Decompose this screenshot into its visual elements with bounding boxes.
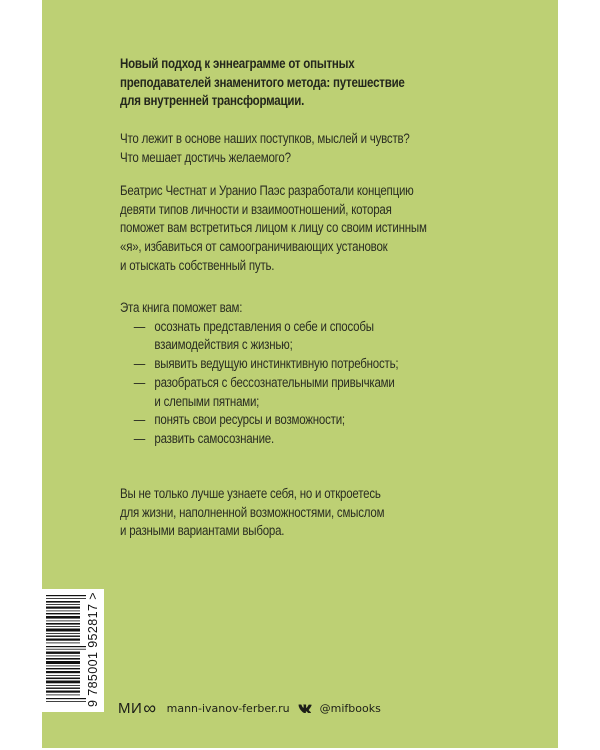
- benefits-list: [120, 299, 481, 449]
- list-item: [120, 411, 481, 430]
- closing-line: и разными вариантами выбора.: [120, 523, 285, 539]
- website-link[interactable]: mann-ivanov-ferber.ru: [166, 701, 290, 715]
- list-item: [120, 355, 481, 374]
- list-item-line: понять свои ресурсы и возможности;: [154, 412, 345, 428]
- questions-line: Что лежит в основе наших поступков, мыслей и чувств?: [120, 131, 410, 146]
- intro-line: для внутренней трансформации.: [120, 93, 305, 109]
- list-item-line: и слепыми пятнами;: [154, 393, 260, 409]
- authors-line: девяти типов личности и взаимоотношений, которая: [120, 201, 392, 217]
- closing-paragraph: [120, 485, 481, 541]
- dash-bullet: —: [133, 318, 146, 334]
- authors-line: Беатрис Честнат и Уранио Паэс разработали концепцию: [120, 183, 414, 198]
- isbn-digits: 9 785001 952817 >: [86, 592, 100, 707]
- questions-line: Что мешает достичь желаемого?: [120, 149, 291, 165]
- infinity-icon: ∞: [143, 698, 157, 718]
- list-item-line: развить самосознание.: [154, 430, 274, 446]
- publisher-footer: [118, 700, 381, 716]
- list-item: [120, 318, 481, 355]
- dash-bullet: —: [133, 374, 146, 390]
- closing-line: для жизни, наполненной возможностями, смыслом: [120, 504, 385, 520]
- intro-line: преподавателей знаменитого метода: путешествие: [120, 74, 405, 90]
- list-item: [120, 430, 481, 449]
- barcode-bars-icon: [46, 595, 86, 703]
- list-item-line: выявить ведущую инстинктивную потребность;: [154, 356, 399, 372]
- dash-bullet: —: [133, 430, 146, 446]
- list-item-line: разобраться с бессознательными привычками: [154, 374, 395, 390]
- social-handle-link[interactable]: @mifbooks: [319, 701, 381, 715]
- questions-paragraph: [120, 130, 481, 167]
- authors-line: «я», избавиться от самоограничивающих установок: [120, 239, 388, 255]
- isbn-barcode: [42, 589, 104, 712]
- logo-text: МИ: [118, 699, 143, 717]
- dash-bullet: —: [133, 356, 146, 372]
- authors-paragraph: [120, 182, 481, 276]
- intro-line: Новый подход к эннеаграмме от опытных: [120, 56, 355, 71]
- closing-line: Вы не только лучше узнаете себя, но и откроетесь: [120, 486, 381, 501]
- benefits-heading: Эта книга поможет вам:: [120, 300, 243, 315]
- authors-line: и отыскать собственный путь.: [120, 257, 275, 273]
- list-item: [120, 374, 481, 411]
- publisher-logo: [118, 700, 157, 717]
- list-item-line: осознать представления о себе и способы: [154, 318, 374, 334]
- vk-icon: [298, 703, 312, 713]
- list-item-line: взаимодействия с жизнью;: [154, 337, 293, 353]
- intro-paragraph: [120, 55, 481, 111]
- dash-bullet: —: [133, 412, 146, 428]
- authors-line: поможет вам встретиться лицом к лицу со своим истинным: [120, 220, 427, 236]
